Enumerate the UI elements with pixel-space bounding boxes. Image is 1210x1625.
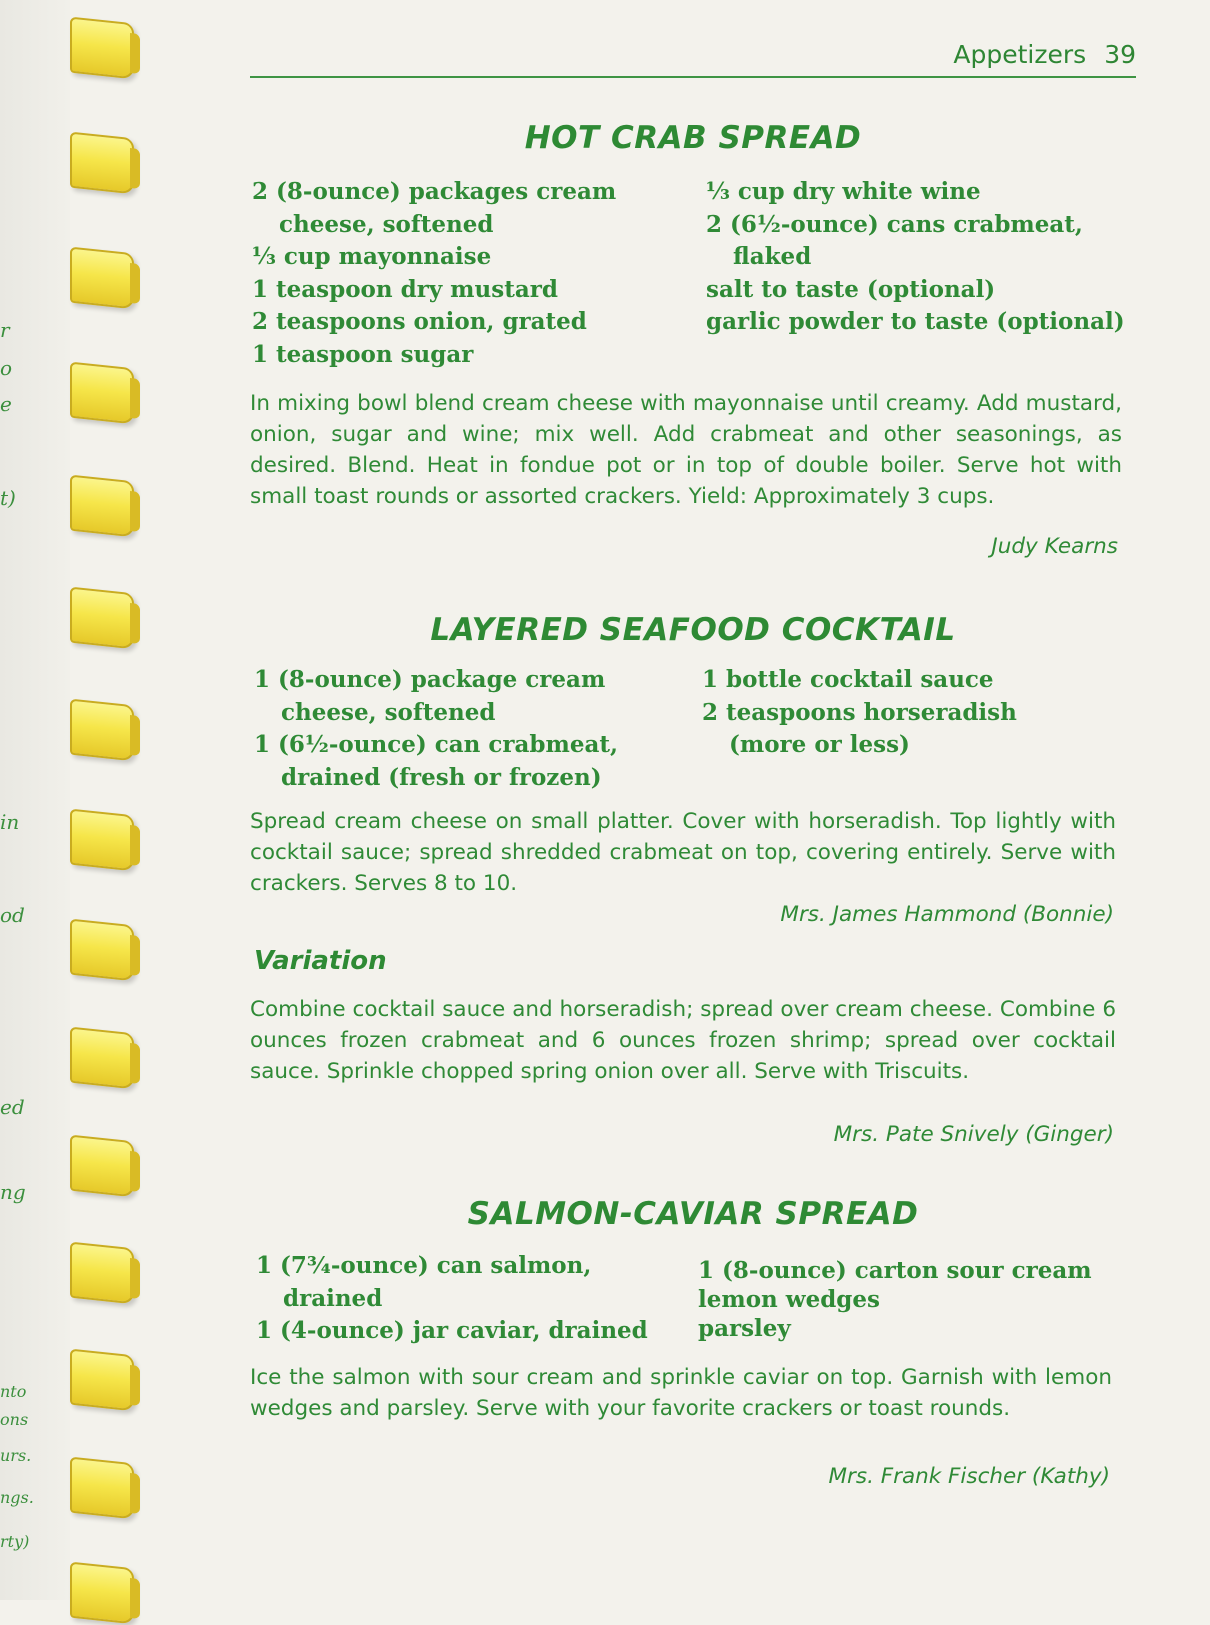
binding-ring [70,247,134,310]
ingredient: 2 teaspoons onion, grated [252,308,587,335]
ingredient: 2 (8-ounce) packages cream cheese, softened [252,178,617,238]
ingredient: 2 teaspoons horseradish (more or less) [702,698,1017,758]
directions-salmon-caviar-spread: Ice the salmon with sour cream and sprinkle caviar on top. Garnish with lemon wedges and parsley. Serve with your favorite crackers or toast rounds. [250,1365,1112,1421]
ingredients-left-column [252,176,672,371]
ingredient: lemon wedges [698,1286,880,1313]
directions-layered-seafood-cocktail: Spread cream cheese on small platter. Cover with horseradish. Top lightly with cocktail sauce; spread shredded crabmeat on top, covering entirely. Serve with crackers. Serves 8 to 10. [250,809,1116,896]
facing-page-fragment: ons [0,1410,29,1429]
ingredient: 1 (8-ounce) carton sour cream [698,1257,1092,1284]
ingredient: 1 (4-ounce) jar caviar, drained [256,1317,648,1344]
binding-ring [70,132,134,195]
ingredient: 1 teaspoon dry mustard [252,275,558,303]
binding-ring [70,1562,134,1625]
variation-text: Combine cocktail sauce and horseradish; spread over cream cheese. Combine 6 ounces frozen crabmeat and 6 ounces frozen shrimp; spread over cocktail sauce. Sprinkle chopped spring onion over all. Serve with Triscuits. [250,997,1116,1084]
ingredient: 2 (6½-ounce) cans crabmeat, flaked [706,210,1083,270]
facing-page-fragment: ed [0,1095,25,1119]
ingredients-right-column [698,1250,1128,1343]
ingredients-right-column [706,176,1136,339]
binding-ring [70,1349,134,1412]
binding-ring [70,699,134,762]
binding-ring [70,809,134,872]
binding-ring [70,1027,134,1090]
ingredients-right-column [702,664,1102,762]
contributor: Mrs. James Hammond (Bonnie) [780,902,1114,927]
page-number: 39 [1104,40,1136,69]
binding-ring [70,475,134,538]
facing-page-fragment: rty) [0,1532,30,1551]
ingredient: 1 (7¾-ounce) can salmon, drained [256,1252,592,1312]
contributor: Mrs. Frank Fischer (Kathy) [828,1464,1110,1489]
ingredient: 1 (6½-ounce) can crabmeat, drained (fresh or frozen) [254,731,618,791]
facing-page-fragment: nto [0,1382,27,1401]
facing-page-fragment: ngs. [0,1488,34,1507]
facing-page-fragment: in [0,810,20,834]
recipe-title-salmon-caviar-spread: SALMON-CAVIAR SPREAD [467,1196,919,1232]
variation-contributor: Mrs. Pate Snively (Ginger) [833,1122,1114,1147]
ingredient: 1 bottle cocktail sauce [702,666,994,693]
section-name: Appetizers [953,40,1087,69]
variation-heading: Variation [254,946,387,976]
binding-ring [70,1135,134,1198]
binding-ring [70,362,134,425]
ingredients-layered-seafood-cocktail [250,664,1136,794]
ingredient: ⅓ cup mayonnaise [252,243,492,270]
binding-ring [70,17,134,80]
cookbook-page [250,0,1140,1600]
ingredient: 1 teaspoon sugar [252,340,474,368]
contributor: Judy Kearns [991,534,1118,559]
spiral-binding [58,0,148,1600]
ingredients-left-column [256,1250,676,1348]
facing-page-fragment: urs. [0,1446,32,1465]
binding-ring [70,587,134,650]
recipe-title-hot-crab-spread: HOT CRAB SPREAD [524,120,862,156]
binding-ring [70,919,134,982]
ingredient: garlic powder to taste (optional) [706,308,1125,335]
facing-page-fragment: t) [0,486,16,510]
facing-page-fragment: e [0,392,12,416]
facing-page-fragment: ng [0,1180,26,1204]
binding-ring [70,1457,134,1520]
ingredients-hot-crab-spread [250,176,1136,376]
directions-hot-crab-spread: In mixing bowl blend cream cheese with mayonnaise until creamy. Add mustard, onion, sugar and wine; mix well. Add crabmeat and other seasonings, as desired. Blend. Heat in fondue pot or in top of double boiler. Serve hot with small toast rounds or assorted crackers. Yield: Approximately 3 cups. [250,391,1122,509]
facing-page-fragment: r [0,318,10,342]
ingredient: parsley [698,1315,791,1342]
running-head [250,36,1136,78]
recipe-title-layered-seafood-cocktail: LAYERED SEAFOOD COCKTAIL [430,612,956,648]
ingredients-salmon-caviar-spread [250,1250,1136,1360]
ingredients-left-column [254,664,654,794]
ingredient: 1 (8-ounce) package cream cheese, softened [254,666,606,726]
ingredient: ⅓ cup dry white wine [706,178,981,205]
binding-ring [70,1242,134,1305]
ingredient: salt to taste (optional) [706,275,996,303]
facing-page-fragment: o [0,356,13,380]
facing-page-fragment: od [0,903,25,927]
